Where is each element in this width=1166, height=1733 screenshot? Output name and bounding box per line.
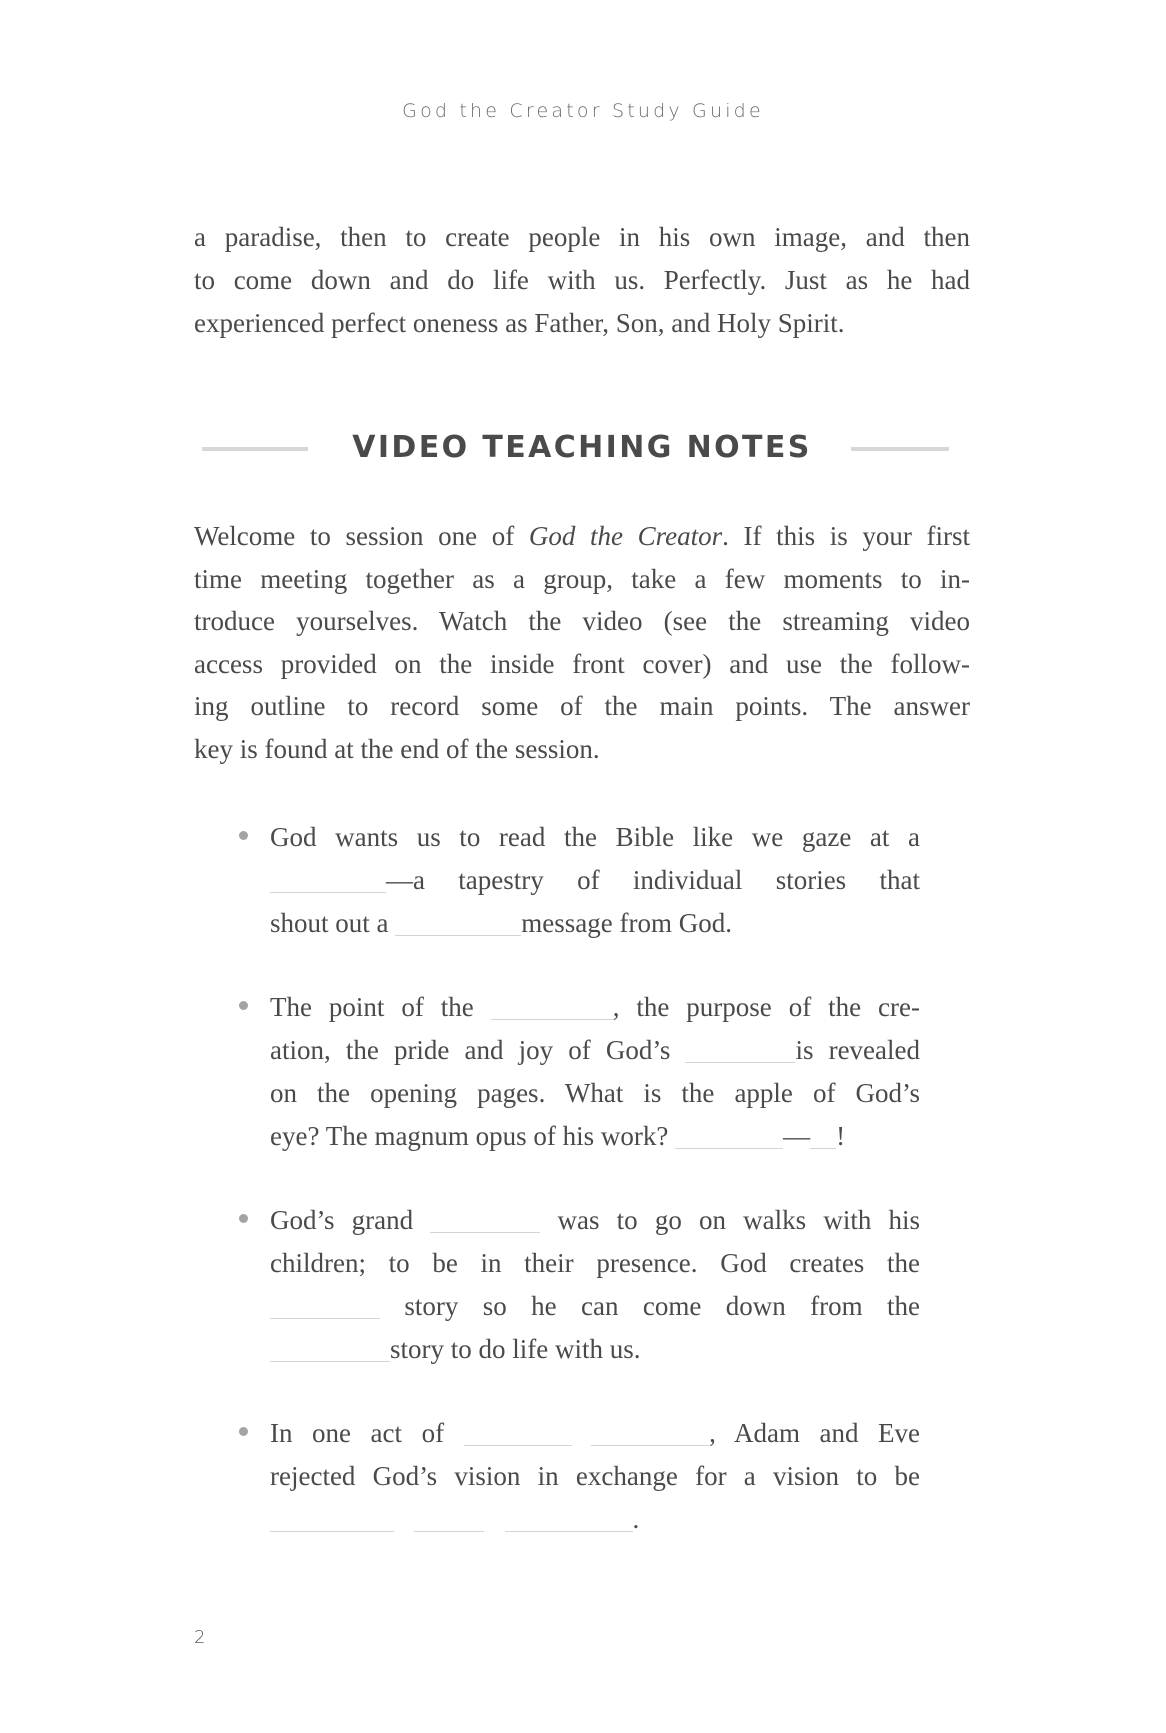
page-number: 2 [194,1627,206,1648]
list-text: The point of the [270,992,491,1022]
heading-rule-right [851,447,949,451]
list-text: ation, the pride and joy of God’s [270,1035,686,1065]
list-text: is revealed [795,1035,920,1065]
list-line [270,1412,920,1455]
intro-text: . If this is your first [722,521,970,551]
list-text: was to go on walks with his [557,1205,921,1235]
list-item-text [270,986,920,1158]
intro-line: troduce yourselves. Watch the video (see the streaming video [194,606,970,637]
intro-line: time meeting together as a group, take a few moments to in- [194,563,970,594]
fill-in-blank[interactable] [491,993,613,1020]
list-line [270,1199,920,1242]
fill-in-blank[interactable] [414,1505,484,1532]
list-text: . [632,1504,640,1534]
list-text: ! [836,1121,846,1151]
list-line [270,1328,920,1371]
fill-in-blank[interactable] [270,1505,394,1532]
list-line [270,986,920,1029]
list-text: , the purpose of the cre- [612,992,920,1022]
fill-in-blank[interactable] [270,1335,390,1362]
list-item-text [270,1412,920,1541]
section-title: VIDEO TEACHING NOTES [352,430,812,465]
fill-in-blank[interactable] [675,1122,783,1149]
intro-line: key is found at the end of the session. [194,733,600,764]
book-title: God the Creator [528,521,723,551]
intro-line: access provided on the inside front cover) and use the follow- [194,648,970,679]
list-line [270,1029,920,1072]
list-line: rejected God’s vision in exchange for a vision to be [270,1461,920,1491]
list-text: message from God. [521,908,732,938]
list-text: — [783,1121,811,1151]
list-text: shout out a [270,908,396,938]
list-line: God wants us to read the Bible like we gaze at a [270,822,920,852]
list-item-text [270,816,920,945]
list-text: story to do life with us. [390,1334,641,1364]
bullet-icon [239,1427,248,1436]
running-head: God the Creator Study Guide [402,100,764,122]
intro-line [194,515,970,558]
fill-in-blank[interactable] [464,1419,572,1446]
fill-in-blank[interactable] [270,1292,380,1319]
list-text: , Adam and Eve [709,1418,920,1448]
list-text: eye? The magnum opus of his work? [270,1121,676,1151]
paragraph-line: to come down and do life with us. Perfectly. Just as he had [194,265,970,295]
list-line [270,1115,920,1158]
list-line [270,1498,920,1541]
fill-in-blank[interactable] [591,1419,709,1446]
list-line [270,1285,920,1328]
list-line [270,902,920,945]
list-text: story so he can come down from the [404,1291,920,1321]
section-heading [194,428,970,468]
intro-line: ing outline to record some of the main points. The answer [194,691,970,722]
bullet-icon [239,831,248,840]
bullet-icon [239,1001,248,1010]
list-text: In one act of [270,1418,464,1448]
paragraph-line: a paradise, then to create people in his own image, and then [194,222,970,252]
continued-paragraph [194,216,970,345]
fill-in-blank[interactable] [810,1122,836,1149]
bullet-icon [239,1214,248,1223]
intro-text: Welcome to session one of [194,521,529,551]
list-line: children; to be in their presence. God creates the [270,1248,920,1278]
intro-paragraph [194,515,970,771]
list-text: God’s grand [270,1205,431,1235]
list-line: on the opening pages. What is the apple of God’s [270,1078,920,1108]
list-item-text [270,1199,920,1371]
list-line [270,859,920,902]
fill-in-blank[interactable] [430,1206,540,1233]
fill-in-blank[interactable] [685,1036,795,1063]
paragraph-line: experienced perfect oneness as Father, Son, and Holy Spirit. [194,308,845,338]
fill-in-blank[interactable] [395,909,521,936]
fill-in-blank[interactable] [505,1505,633,1532]
fill-in-blank[interactable] [270,866,386,893]
list-text: —a tapestry of individual stories that [386,865,920,895]
